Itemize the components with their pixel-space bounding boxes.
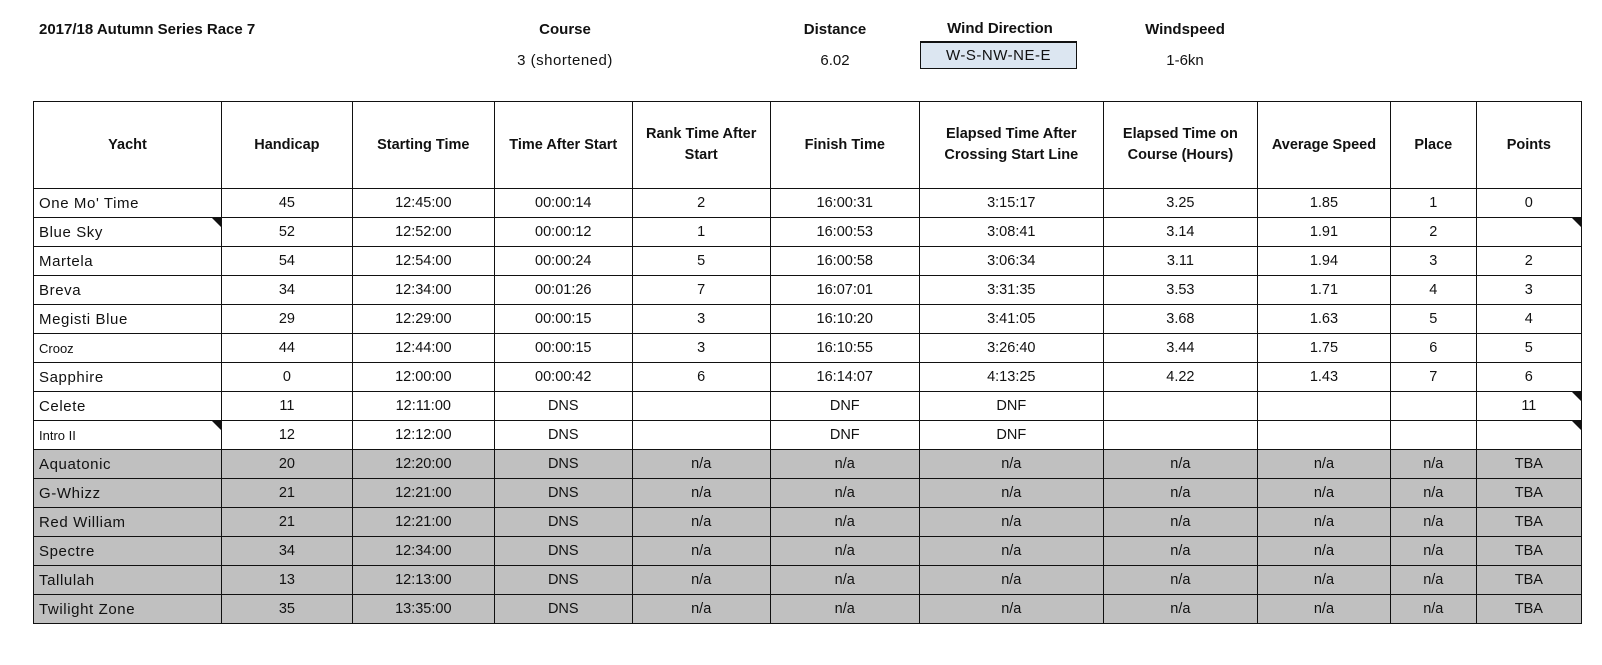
time-after-start-cell[interactable]: DNS — [494, 479, 632, 508]
rank-cell[interactable]: n/a — [632, 566, 770, 595]
starting-time-cell[interactable]: 12:20:00 — [352, 450, 494, 479]
points-cell[interactable] — [1476, 218, 1581, 247]
place-cell[interactable]: 1 — [1390, 189, 1476, 218]
finish-time-cell[interactable]: 16:00:53 — [770, 218, 919, 247]
yacht-cell[interactable]: Megisti Blue — [34, 305, 222, 334]
elapsed-time-cell[interactable]: 3:15:17 — [919, 189, 1103, 218]
average-speed-cell[interactable] — [1258, 392, 1391, 421]
rank-cell[interactable]: n/a — [632, 479, 770, 508]
elapsed-hours-cell[interactable]: 3.44 — [1103, 334, 1257, 363]
starting-time-cell[interactable]: 12:13:00 — [352, 566, 494, 595]
elapsed-time-cell[interactable]: DNF — [919, 392, 1103, 421]
handicap-cell[interactable]: 44 — [222, 334, 353, 363]
race-title: 2017/18 Autumn Series Race 7 — [39, 21, 256, 38]
windspeed-label: Windspeed — [1145, 21, 1225, 38]
average-speed-cell[interactable]: n/a — [1258, 479, 1391, 508]
table-row — [34, 392, 1582, 421]
elapsed-hours-cell[interactable] — [1103, 392, 1257, 421]
handicap-cell[interactable]: 29 — [222, 305, 353, 334]
time-after-start-cell[interactable]: DNS — [494, 450, 632, 479]
average-speed-cell[interactable]: 1.75 — [1258, 334, 1391, 363]
starting-time-cell[interactable]: 12:11:00 — [352, 392, 494, 421]
handicap-cell[interactable]: 11 — [222, 392, 353, 421]
finish-time-cell[interactable]: n/a — [770, 479, 919, 508]
points-cell[interactable]: TBA — [1476, 479, 1581, 508]
column-header[interactable]: Time After Start — [494, 102, 632, 189]
points-cell[interactable]: TBA — [1476, 595, 1581, 624]
time-after-start-cell[interactable]: DNS — [494, 537, 632, 566]
yacht-cell[interactable]: Crooz — [34, 334, 222, 363]
average-speed-cell[interactable]: n/a — [1258, 566, 1391, 595]
average-speed-cell[interactable]: 1.71 — [1258, 276, 1391, 305]
distance-value: 6.02 — [820, 52, 850, 69]
time-after-start-cell[interactable]: 00:01:26 — [494, 276, 632, 305]
starting-time-cell[interactable]: 12:21:00 — [352, 508, 494, 537]
handicap-cell[interactable]: 34 — [222, 537, 353, 566]
handicap-cell[interactable]: 45 — [222, 189, 353, 218]
points-cell[interactable]: 0 — [1476, 189, 1581, 218]
place-cell[interactable]: 3 — [1390, 247, 1476, 276]
elapsed-hours-cell[interactable]: 3.14 — [1103, 218, 1257, 247]
points-cell[interactable]: TBA — [1476, 450, 1581, 479]
rank-cell[interactable]: 1 — [632, 218, 770, 247]
elapsed-time-cell[interactable]: n/a — [919, 595, 1103, 624]
points-cell[interactable]: 6 — [1476, 363, 1581, 392]
average-speed-cell[interactable]: n/a — [1258, 537, 1391, 566]
elapsed-time-cell[interactable]: DNF — [919, 421, 1103, 450]
time-after-start-cell[interactable]: DNS — [494, 392, 632, 421]
windspeed-value: 1-6kn — [1166, 52, 1204, 69]
time-after-start-cell[interactable]: 00:00:15 — [494, 334, 632, 363]
place-cell[interactable]: 4 — [1390, 276, 1476, 305]
finish-time-cell[interactable]: 16:10:20 — [770, 305, 919, 334]
starting-time-cell[interactable]: 12:34:00 — [352, 276, 494, 305]
finish-time-cell[interactable]: 16:00:31 — [770, 189, 919, 218]
results-table — [33, 101, 1582, 624]
rank-cell[interactable]: n/a — [632, 508, 770, 537]
rank-cell[interactable] — [632, 421, 770, 450]
handicap-cell[interactable]: 52 — [222, 218, 353, 247]
table-row — [34, 305, 1582, 334]
average-speed-cell[interactable]: 1.91 — [1258, 218, 1391, 247]
place-cell[interactable]: 7 — [1390, 363, 1476, 392]
table-row — [34, 595, 1582, 624]
course-label: Course — [539, 21, 591, 38]
place-cell[interactable]: 5 — [1390, 305, 1476, 334]
points-cell[interactable]: TBA — [1476, 566, 1581, 595]
points-cell[interactable]: TBA — [1476, 537, 1581, 566]
rank-cell[interactable]: n/a — [632, 450, 770, 479]
elapsed-hours-cell[interactable]: 3.68 — [1103, 305, 1257, 334]
table-row — [34, 334, 1582, 363]
starting-time-cell[interactable]: 12:44:00 — [352, 334, 494, 363]
starting-time-cell[interactable]: 12:45:00 — [352, 189, 494, 218]
table-row — [34, 566, 1582, 595]
elapsed-time-cell[interactable]: 3:31:35 — [919, 276, 1103, 305]
handicap-cell[interactable]: 0 — [222, 363, 353, 392]
time-after-start-cell[interactable]: DNS — [494, 508, 632, 537]
average-speed-cell[interactable] — [1258, 421, 1391, 450]
finish-time-cell[interactable]: n/a — [770, 595, 919, 624]
yacht-cell[interactable]: Martela — [34, 247, 222, 276]
yacht-cell[interactable]: Sapphire — [34, 363, 222, 392]
average-speed-cell[interactable]: n/a — [1258, 595, 1391, 624]
time-after-start-cell[interactable]: DNS — [494, 421, 632, 450]
elapsed-time-cell[interactable]: n/a — [919, 508, 1103, 537]
place-cell[interactable]: n/a — [1390, 595, 1476, 624]
table-row — [34, 276, 1582, 305]
elapsed-time-cell[interactable]: n/a — [919, 450, 1103, 479]
column-header[interactable]: Rank Time After Start — [632, 102, 770, 189]
table-row — [34, 450, 1582, 479]
points-cell[interactable]: 11 — [1476, 392, 1581, 421]
table-row — [34, 508, 1582, 537]
finish-time-cell[interactable]: n/a — [770, 537, 919, 566]
yacht-cell[interactable]: Tallulah — [34, 566, 222, 595]
average-speed-cell[interactable]: n/a — [1258, 508, 1391, 537]
place-cell[interactable]: n/a — [1390, 450, 1476, 479]
table-row — [34, 479, 1582, 508]
wind-direction-value: W-S-NW-NE-E — [946, 47, 1051, 64]
distance-label: Distance — [803, 21, 867, 38]
table-row — [34, 537, 1582, 566]
rank-cell[interactable] — [632, 392, 770, 421]
wind-direction-cell[interactable] — [920, 41, 1077, 69]
finish-time-cell[interactable]: n/a — [770, 566, 919, 595]
handicap-cell[interactable]: 21 — [222, 508, 353, 537]
place-cell[interactable] — [1390, 392, 1476, 421]
time-after-start-cell[interactable]: 00:00:42 — [494, 363, 632, 392]
elapsed-time-cell[interactable]: 3:41:05 — [919, 305, 1103, 334]
rank-cell[interactable]: 7 — [632, 276, 770, 305]
elapsed-hours-cell[interactable]: 3.53 — [1103, 276, 1257, 305]
starting-time-cell[interactable]: 12:52:00 — [352, 218, 494, 247]
elapsed-hours-cell[interactable] — [1103, 421, 1257, 450]
place-cell[interactable]: n/a — [1390, 479, 1476, 508]
place-cell[interactable]: n/a — [1390, 537, 1476, 566]
place-cell[interactable]: n/a — [1390, 566, 1476, 595]
starting-time-cell[interactable]: 13:35:00 — [352, 595, 494, 624]
header-row — [34, 102, 1582, 189]
elapsed-hours-cell[interactable]: 4.22 — [1103, 363, 1257, 392]
time-after-start-cell[interactable]: 00:00:14 — [494, 189, 632, 218]
finish-time-cell[interactable]: 16:14:07 — [770, 363, 919, 392]
starting-time-cell[interactable]: 12:12:00 — [352, 421, 494, 450]
column-header[interactable]: Average Speed — [1258, 102, 1391, 189]
place-cell[interactable]: 6 — [1390, 334, 1476, 363]
yacht-cell[interactable]: Breva — [34, 276, 222, 305]
column-header[interactable]: Finish Time — [770, 102, 919, 189]
elapsed-hours-cell[interactable]: n/a — [1103, 595, 1257, 624]
time-after-start-cell[interactable]: 00:00:15 — [494, 305, 632, 334]
rank-cell[interactable]: n/a — [632, 537, 770, 566]
finish-time-cell[interactable]: 16:07:01 — [770, 276, 919, 305]
column-header[interactable]: Points — [1476, 102, 1581, 189]
starting-time-cell[interactable]: 12:00:00 — [352, 363, 494, 392]
finish-time-cell[interactable]: DNF — [770, 421, 919, 450]
points-cell[interactable] — [1476, 421, 1581, 450]
finish-time-cell[interactable]: 16:00:58 — [770, 247, 919, 276]
starting-time-cell[interactable]: 12:29:00 — [352, 305, 494, 334]
place-cell[interactable]: n/a — [1390, 508, 1476, 537]
starting-time-cell[interactable]: 12:34:00 — [352, 537, 494, 566]
yacht-cell[interactable]: G-Whizz — [34, 479, 222, 508]
starting-time-cell[interactable]: 12:54:00 — [352, 247, 494, 276]
column-header[interactable]: Yacht — [34, 102, 222, 189]
average-speed-cell[interactable]: 1.63 — [1258, 305, 1391, 334]
rank-cell[interactable]: 6 — [632, 363, 770, 392]
handicap-cell[interactable]: 35 — [222, 595, 353, 624]
yacht-cell[interactable]: One Mo' Time — [34, 189, 222, 218]
column-header[interactable]: Handicap — [222, 102, 353, 189]
rank-cell[interactable]: 3 — [632, 334, 770, 363]
yacht-cell[interactable]: Twilight Zone — [34, 595, 222, 624]
yacht-cell[interactable]: Intro II — [34, 421, 222, 450]
elapsed-hours-cell[interactable]: n/a — [1103, 450, 1257, 479]
time-after-start-cell[interactable]: DNS — [494, 566, 632, 595]
table-row — [34, 421, 1582, 450]
yacht-cell[interactable]: Spectre — [34, 537, 222, 566]
elapsed-hours-cell[interactable]: n/a — [1103, 508, 1257, 537]
handicap-cell[interactable]: 54 — [222, 247, 353, 276]
average-speed-cell[interactable]: 1.94 — [1258, 247, 1391, 276]
rank-cell[interactable]: 3 — [632, 305, 770, 334]
handicap-cell[interactable]: 12 — [222, 421, 353, 450]
column-header[interactable]: Place — [1390, 102, 1476, 189]
handicap-cell[interactable]: 13 — [222, 566, 353, 595]
time-after-start-cell[interactable]: DNS — [494, 595, 632, 624]
elapsed-hours-cell[interactable]: n/a — [1103, 479, 1257, 508]
table-row — [34, 363, 1582, 392]
yacht-cell[interactable]: Aquatonic — [34, 450, 222, 479]
handicap-cell[interactable]: 34 — [222, 276, 353, 305]
points-cell[interactable]: 4 — [1476, 305, 1581, 334]
elapsed-time-cell[interactable]: 3:26:40 — [919, 334, 1103, 363]
elapsed-hours-cell[interactable]: n/a — [1103, 537, 1257, 566]
points-cell[interactable]: 3 — [1476, 276, 1581, 305]
starting-time-cell[interactable]: 12:21:00 — [352, 479, 494, 508]
place-cell[interactable] — [1390, 421, 1476, 450]
column-header[interactable]: Elapsed Time After Crossing Start Line — [919, 102, 1103, 189]
elapsed-hours-cell[interactable]: 3.25 — [1103, 189, 1257, 218]
place-cell[interactable]: 2 — [1390, 218, 1476, 247]
elapsed-time-cell[interactable]: 4:13:25 — [919, 363, 1103, 392]
yacht-cell[interactable]: Red William — [34, 508, 222, 537]
rank-cell[interactable]: 2 — [632, 189, 770, 218]
points-cell[interactable]: TBA — [1476, 508, 1581, 537]
elapsed-time-cell[interactable]: 3:06:34 — [919, 247, 1103, 276]
column-header[interactable]: Elapsed Time on Course (Hours) — [1103, 102, 1257, 189]
elapsed-time-cell[interactable]: n/a — [919, 537, 1103, 566]
elapsed-hours-cell[interactable]: 3.11 — [1103, 247, 1257, 276]
average-speed-cell[interactable]: n/a — [1258, 450, 1391, 479]
table-row — [34, 247, 1582, 276]
finish-time-cell[interactable]: DNF — [770, 392, 919, 421]
elapsed-hours-cell[interactable]: n/a — [1103, 566, 1257, 595]
finish-time-cell[interactable]: 16:10:55 — [770, 334, 919, 363]
rank-cell[interactable]: 5 — [632, 247, 770, 276]
time-after-start-cell[interactable]: 00:00:12 — [494, 218, 632, 247]
handicap-cell[interactable]: 20 — [222, 450, 353, 479]
finish-time-cell[interactable]: n/a — [770, 508, 919, 537]
elapsed-time-cell[interactable]: n/a — [919, 566, 1103, 595]
yacht-cell[interactable]: Celete — [34, 392, 222, 421]
average-speed-cell[interactable]: 1.85 — [1258, 189, 1391, 218]
time-after-start-cell[interactable]: 00:00:24 — [494, 247, 632, 276]
column-header[interactable]: Starting Time — [352, 102, 494, 189]
elapsed-time-cell[interactable]: 3:08:41 — [919, 218, 1103, 247]
rank-cell[interactable]: n/a — [632, 595, 770, 624]
course-value: 3 (shortened) — [517, 52, 613, 69]
finish-time-cell[interactable]: n/a — [770, 450, 919, 479]
wind-direction-label: Wind Direction — [947, 20, 1053, 37]
table-row — [34, 189, 1582, 218]
average-speed-cell[interactable]: 1.43 — [1258, 363, 1391, 392]
table-row — [34, 218, 1582, 247]
yacht-cell[interactable]: Blue Sky — [34, 218, 222, 247]
points-cell[interactable]: 5 — [1476, 334, 1581, 363]
points-cell[interactable]: 2 — [1476, 247, 1581, 276]
elapsed-time-cell[interactable]: n/a — [919, 479, 1103, 508]
handicap-cell[interactable]: 21 — [222, 479, 353, 508]
